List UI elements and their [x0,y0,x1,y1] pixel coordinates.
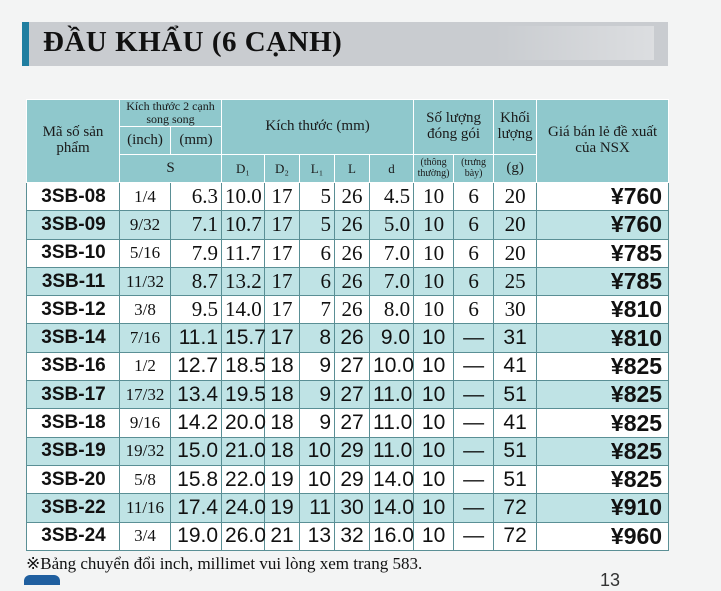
header-dims: Kích thước (mm) [222,100,414,155]
corner-tab [24,575,60,585]
cell-pack-std: 10 [414,352,454,380]
cell-mm: 17.4 [171,494,222,522]
cell-code: 3SB-24 [27,522,120,550]
cell-pack-std: 10 [414,239,454,267]
cell-d2: 17 [265,183,300,211]
title-banner [22,22,668,66]
cell-price: ¥825 [537,465,669,493]
cell-d2: 19 [265,465,300,493]
cell-pack-disp: — [454,465,494,493]
cell-d: 14.0 [370,494,414,522]
table-row [27,437,669,465]
cell-l: 26 [335,211,370,239]
cell-inch: 5/8 [120,465,171,493]
cell-d1: 20.0 [222,409,265,437]
header-pack-std: (thông thường) [414,155,454,183]
cell-pack-std: 10 [414,522,454,550]
cell-code: 3SB-14 [27,324,120,352]
cell-d: 9.0 [370,324,414,352]
cell-d2: 17 [265,239,300,267]
cell-d1: 10.7 [222,211,265,239]
cell-code: 3SB-22 [27,494,120,522]
cell-l: 29 [335,465,370,493]
cell-code: 3SB-19 [27,437,120,465]
cell-l1: 5 [300,211,335,239]
cell-l1: 10 [300,465,335,493]
header-d: d [370,155,414,183]
cell-pack-std: 10 [414,381,454,409]
cell-pack-disp: — [454,522,494,550]
cell-inch: 9/16 [120,409,171,437]
cell-price: ¥960 [537,522,669,550]
cell-d1: 10.0 [222,183,265,211]
cell-pack-disp: — [454,381,494,409]
cell-d: 14.0 [370,465,414,493]
cell-pack-std: 10 [414,494,454,522]
cell-weight: 72 [494,494,537,522]
cell-pack-std: 10 [414,465,454,493]
cell-code: 3SB-12 [27,296,120,324]
cell-d2: 17 [265,324,300,352]
cell-l: 27 [335,409,370,437]
cell-mm: 7.1 [171,211,222,239]
header-d1: D₁ [222,155,265,183]
cell-pack-std: 10 [414,183,454,211]
cell-inch: 17/32 [120,381,171,409]
cell-price: ¥810 [537,324,669,352]
cell-d2: 18 [265,352,300,380]
cell-d: 11.0 [370,381,414,409]
cell-code: 3SB-10 [27,239,120,267]
cell-d: 5.0 [370,211,414,239]
cell-price: ¥760 [537,183,669,211]
cell-l1: 9 [300,381,335,409]
cell-inch: 11/16 [120,494,171,522]
cell-weight: 20 [494,183,537,211]
cell-pack-disp: — [454,409,494,437]
table-row [27,465,669,493]
table-row [27,239,669,267]
cell-weight: 31 [494,324,537,352]
cell-price: ¥910 [537,494,669,522]
header-pack: Số lượng đóng gói [414,100,494,155]
cell-d: 8.0 [370,296,414,324]
cell-d1: 22.0 [222,465,265,493]
cell-d: 11.0 [370,437,414,465]
table-row [27,352,669,380]
cell-l1: 5 [300,183,335,211]
cell-d2: 17 [265,211,300,239]
cell-mm: 6.3 [171,183,222,211]
cell-weight: 72 [494,522,537,550]
cell-d1: 26.0 [222,522,265,550]
cell-weight: 51 [494,437,537,465]
cell-l: 29 [335,437,370,465]
cell-d: 16.0 [370,522,414,550]
cell-inch: 11/32 [120,267,171,295]
cell-pack-disp: 6 [454,267,494,295]
cell-pack-std: 10 [414,211,454,239]
table-row [27,267,669,295]
cell-weight: 30 [494,296,537,324]
cell-l1: 6 [300,267,335,295]
cell-pack-disp: — [454,494,494,522]
cell-l: 30 [335,494,370,522]
cell-l: 26 [335,183,370,211]
cell-mm: 15.8 [171,465,222,493]
cell-inch: 7/16 [120,324,171,352]
cell-price: ¥825 [537,409,669,437]
cell-code: 3SB-20 [27,465,120,493]
table-row [27,494,669,522]
cell-inch: 3/4 [120,522,171,550]
cell-mm: 15.0 [171,437,222,465]
header-parallel: Kích thước 2 cạnh song song [120,100,222,127]
page-title: ĐẦU KHẨU (6 CẠNH) [43,26,343,58]
table-row [27,211,669,239]
cell-pack-disp: — [454,352,494,380]
cell-mm: 13.4 [171,381,222,409]
cell-weight: 41 [494,352,537,380]
header-d2: D₂ [265,155,300,183]
cell-mm: 12.7 [171,352,222,380]
cell-d1: 24.0 [222,494,265,522]
cell-pack-disp: — [454,324,494,352]
header-mm: (mm) [171,127,222,155]
cell-d1: 11.7 [222,239,265,267]
cell-l1: 13 [300,522,335,550]
cell-mm: 14.2 [171,409,222,437]
cell-pack-disp: 6 [454,211,494,239]
cell-d2: 18 [265,381,300,409]
cell-price: ¥825 [537,381,669,409]
cell-code: 3SB-09 [27,211,120,239]
header-inch: (inch) [120,127,171,155]
cell-weight: 51 [494,381,537,409]
cell-l: 26 [335,239,370,267]
cell-pack-std: 10 [414,324,454,352]
cell-inch: 19/32 [120,437,171,465]
cell-l: 32 [335,522,370,550]
cell-price: ¥810 [537,296,669,324]
cell-d: 7.0 [370,267,414,295]
cell-weight: 51 [494,465,537,493]
cell-price: ¥785 [537,267,669,295]
cell-l: 27 [335,352,370,380]
cell-d: 10.0 [370,352,414,380]
cell-inch: 5/16 [120,239,171,267]
cell-inch: 3/8 [120,296,171,324]
header-l1: L₁ [300,155,335,183]
cell-weight: 20 [494,211,537,239]
cell-code: 3SB-16 [27,352,120,380]
cell-weight: 41 [494,409,537,437]
cell-inch: 1/2 [120,352,171,380]
cell-d: 11.0 [370,409,414,437]
cell-code: 3SB-11 [27,267,120,295]
cell-l1: 9 [300,409,335,437]
table-row [27,183,669,211]
table-row [27,296,669,324]
cell-weight: 20 [494,239,537,267]
cell-l1: 10 [300,437,335,465]
cell-price: ¥825 [537,437,669,465]
cell-inch: 1/4 [120,183,171,211]
cell-d2: 18 [265,409,300,437]
table-row [27,522,669,550]
cell-mm: 7.9 [171,239,222,267]
cell-l: 27 [335,381,370,409]
cell-d2: 19 [265,494,300,522]
cell-l: 26 [335,296,370,324]
cell-pack-std: 10 [414,409,454,437]
table-row [27,409,669,437]
table-row [27,324,669,352]
cell-pack-std: 10 [414,267,454,295]
cell-l: 26 [335,267,370,295]
cell-pack-std: 10 [414,437,454,465]
cell-d1: 14.0 [222,296,265,324]
header-s: S [120,155,222,183]
cell-l1: 11 [300,494,335,522]
banner-fade [494,26,654,60]
header-weight-unit: (g) [494,155,537,183]
cell-l1: 7 [300,296,335,324]
cell-d2: 17 [265,267,300,295]
cell-d1: 18.5 [222,352,265,380]
cell-mm: 11.1 [171,324,222,352]
cell-weight: 25 [494,267,537,295]
cell-d: 4.5 [370,183,414,211]
cell-pack-disp: 6 [454,183,494,211]
cell-d2: 17 [265,296,300,324]
cell-l1: 9 [300,352,335,380]
cell-d1: 19.5 [222,381,265,409]
cell-l1: 6 [300,239,335,267]
cell-pack-disp: 6 [454,296,494,324]
header-weight: Khối lượng [494,100,537,155]
cell-mm: 19.0 [171,522,222,550]
cell-l: 26 [335,324,370,352]
cell-mm: 9.5 [171,296,222,324]
header-code: Mã số sản phẩm [27,100,120,183]
cell-d1: 21.0 [222,437,265,465]
footnote: ※Bảng chuyển đổi inch, millimet vui lòng xem trang 583. [26,554,423,573]
cell-mm: 8.7 [171,267,222,295]
cell-code: 3SB-18 [27,409,120,437]
header-pack-disp: (trưng bày) [454,155,494,183]
cell-price: ¥825 [537,352,669,380]
page-number: 13 [600,570,621,590]
cell-price: ¥760 [537,211,669,239]
cell-d1: 13.2 [222,267,265,295]
product-table [26,99,669,551]
cell-price: ¥785 [537,239,669,267]
table-row [27,381,669,409]
cell-d2: 18 [265,437,300,465]
cell-d: 7.0 [370,239,414,267]
cell-pack-disp: — [454,437,494,465]
cell-code: 3SB-17 [27,381,120,409]
cell-code: 3SB-08 [27,183,120,211]
cell-inch: 9/32 [120,211,171,239]
cell-pack-std: 10 [414,296,454,324]
cell-d1: 15.7 [222,324,265,352]
header-l: L [335,155,370,183]
cell-pack-disp: 6 [454,239,494,267]
cell-d2: 21 [265,522,300,550]
cell-l1: 8 [300,324,335,352]
header-price: Giá bán lẻ đề xuất của NSX [537,100,669,183]
